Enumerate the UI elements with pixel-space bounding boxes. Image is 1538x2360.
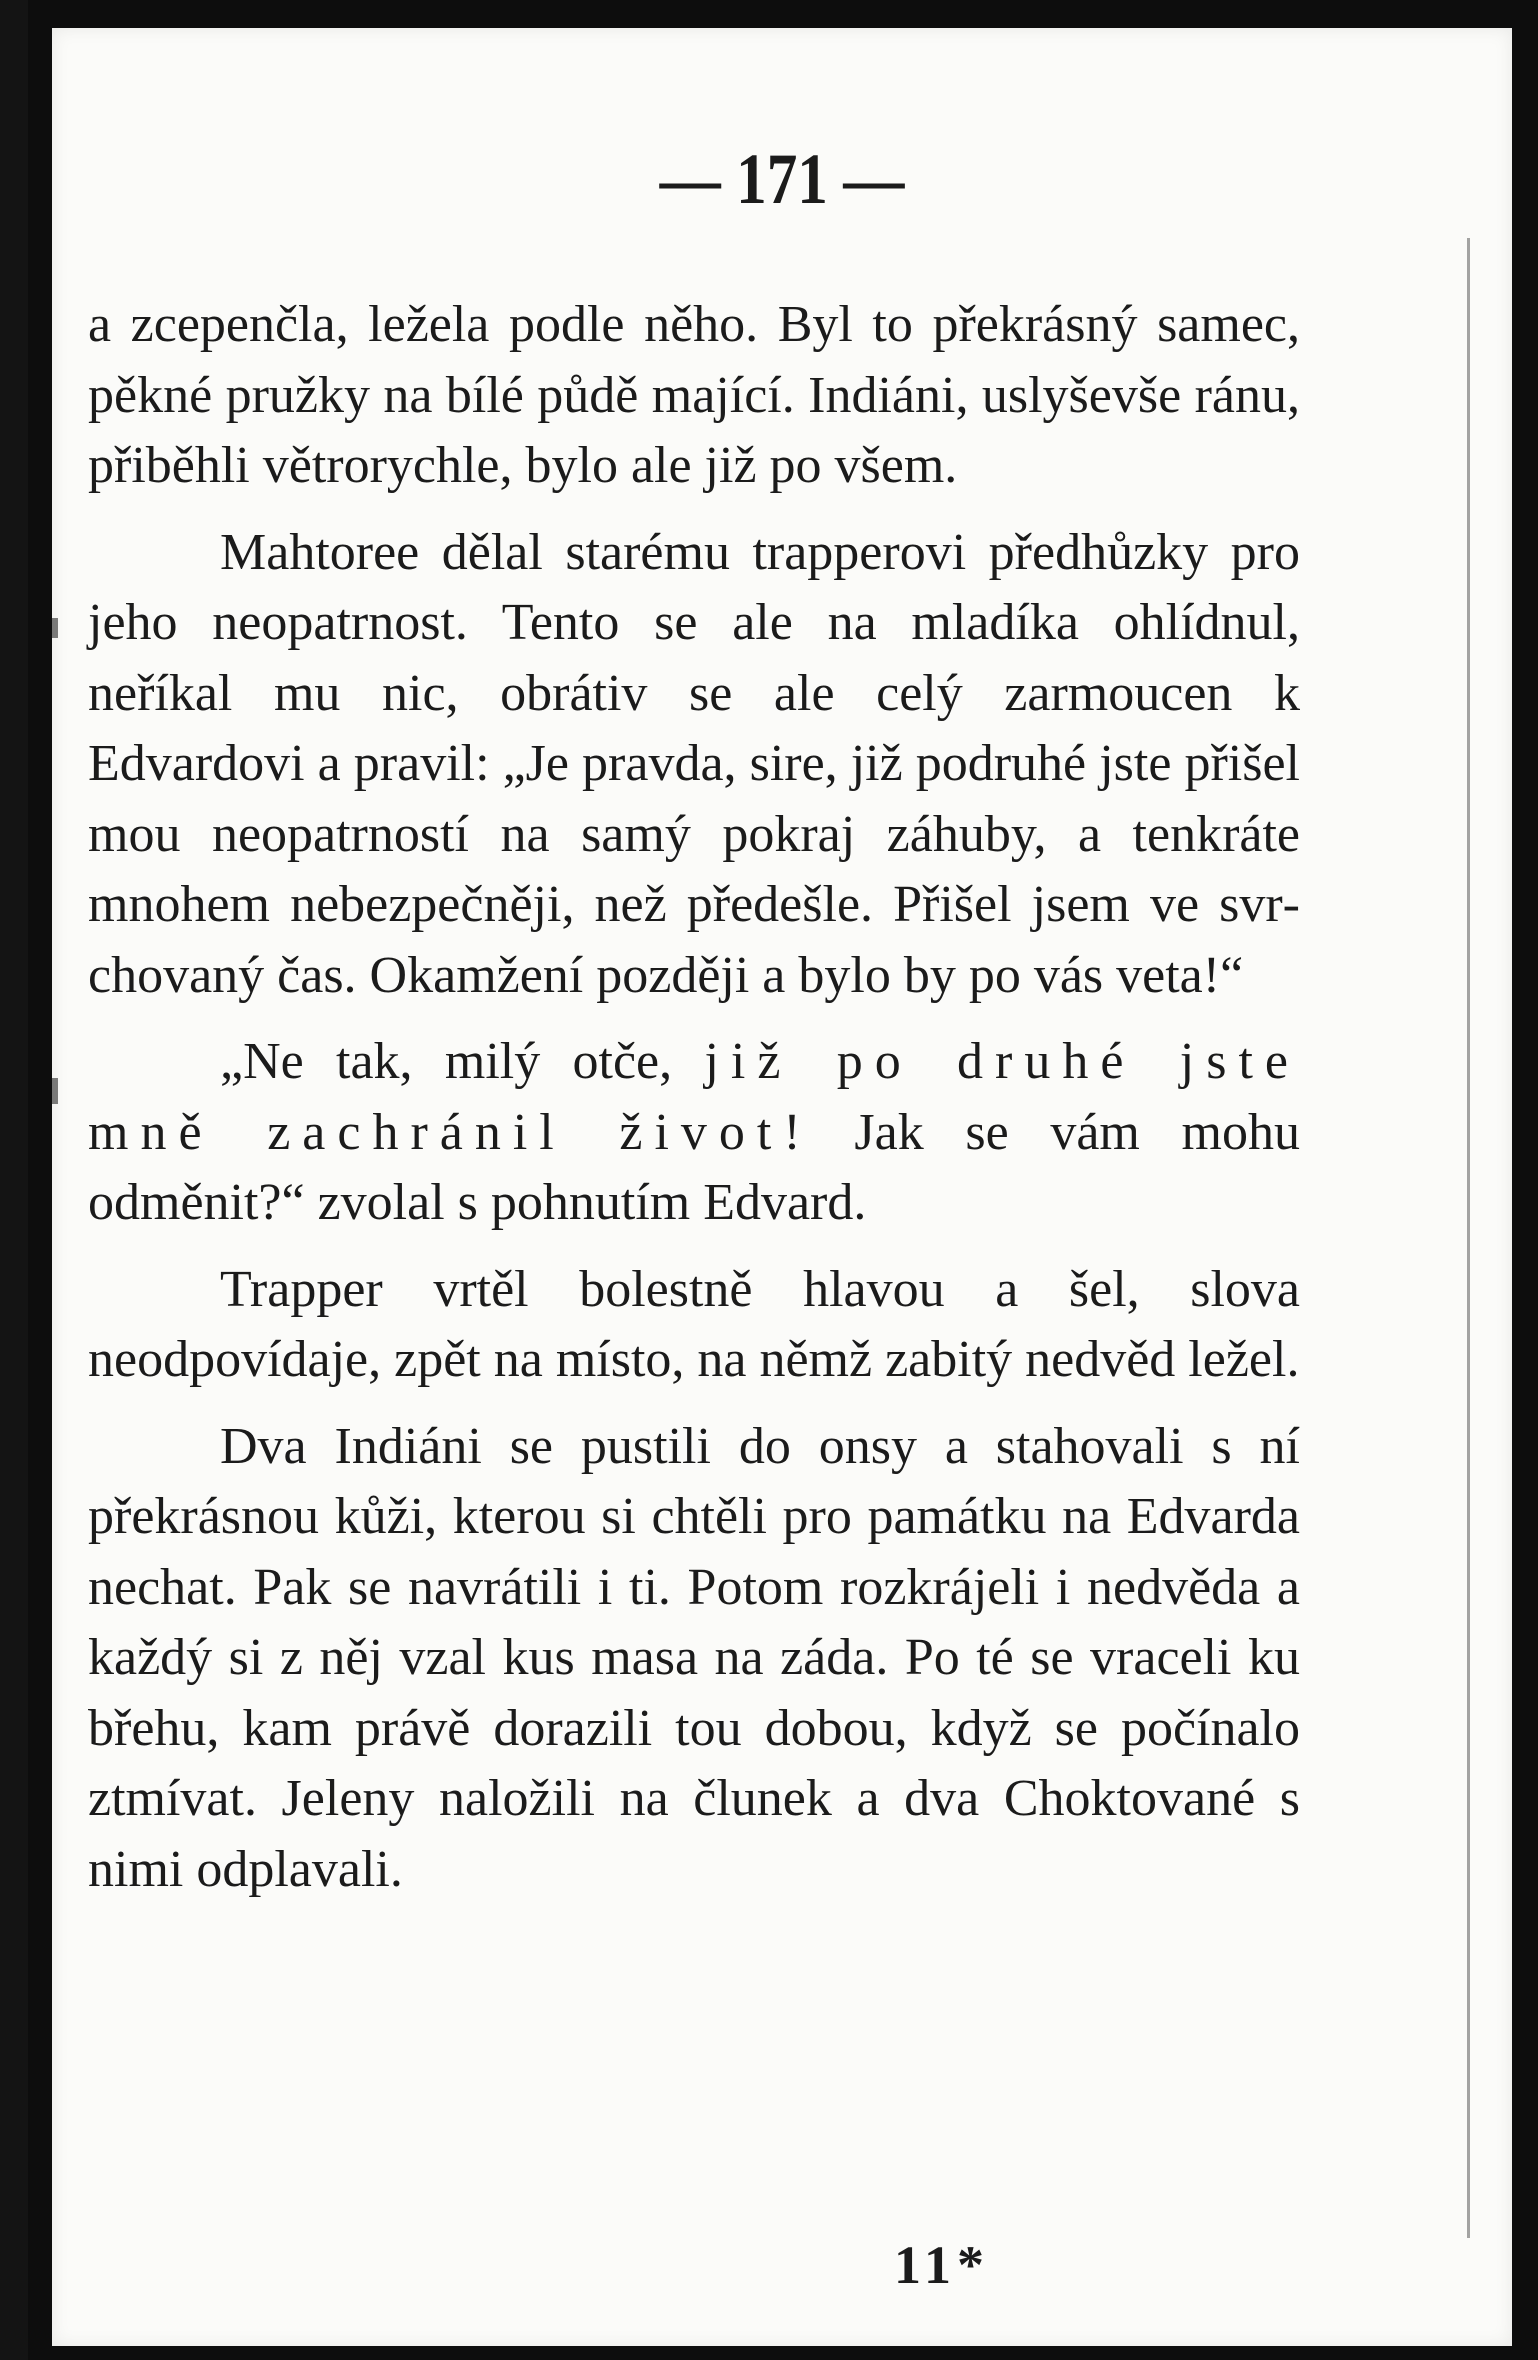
emphasized-text: již po druhé jste mně zachránil život! — [88, 1033, 1300, 1161]
edge-mark — [52, 618, 58, 638]
paragraph-text: Dva Indiáni se pustili do onsy a stahovali s ní překrásnou kůži, kterou si chtěli pro památku na Edvarda nechat. Pak se navrátili i ti. Potom rozkrájeli i nedvěda a každý si z něj vzal kus masa na záda. Po té se vraceli ku břehu, kam právě dorazili tou dobou, když se počínalo ztmívat. Jeleny naložili na člunek a dva Choktované s nimi odplavali. — [88, 1417, 1300, 1898]
body-text — [88, 290, 1300, 1921]
facing-page-edge — [0, 0, 28, 2360]
page-number-header: — 171 — — [659, 139, 905, 219]
paragraph — [88, 1412, 1300, 1906]
edge-mark — [52, 1078, 58, 1104]
paragraph-text: Trapper vrtěl bolestně hlavou a šel, slova neodpovídaje, zpět na místo, na němž zabitý nedvěd ležel. — [88, 1260, 1300, 1388]
book-page — [52, 28, 1512, 2346]
paragraph-text: a zcepenčla, ležela podle něho. Byl to překrásný samec, pěkné pružky na bílé půdě mající. Indiáni, uslyševše ránu, přiběhli větrorychle, bylo ale již po všem. — [88, 296, 1300, 494]
paragraph — [88, 518, 1300, 1012]
paragraph-text: Jak se vám mohu odměnit?“ zvolal s pohnutím Edvard. — [88, 1103, 1300, 1231]
paragraph-text: Mahtoree dělal starému trapperovi předhůzky pro jeho neopatrnost. Tento se ale na mladíka ohlídnul, neříkal mu nic, obrátiv se ale celý zarmoucen k Edvardovi a pravil: „Je pravda, sire, již podruhé jste přišel mou neopatrností na samý pokraj záhuby, a tenkráte mnohem nebezpečněji, než předešle. Přišel jsem ve svrchovaný čas. Okamžení později a bylo by po vás veta!“ — [88, 523, 1300, 1004]
paragraph — [88, 1255, 1300, 1396]
paragraph — [88, 290, 1300, 502]
signature-mark: 11* — [894, 2235, 991, 2295]
page-edge-shadow — [1467, 238, 1470, 2238]
paragraph-text: „Ne tak, milý otče, — [220, 1033, 705, 1090]
paragraph — [88, 1027, 1300, 1239]
